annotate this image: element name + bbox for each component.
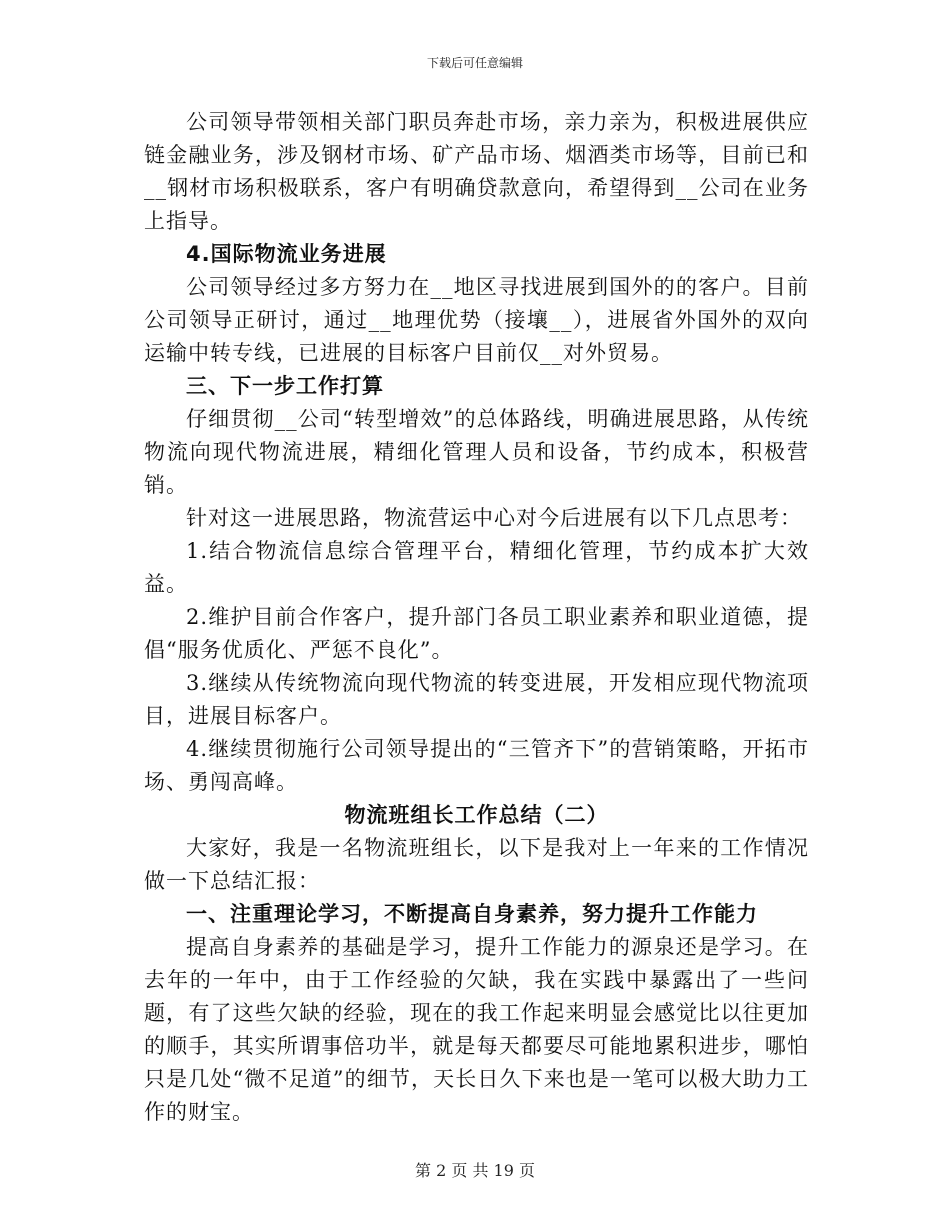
list-item-4: 4.继续贯彻施行公司领导提出的“三管齐下”的营销策略，开拓市场、勇闯高峰。 [144,737,809,794]
heading-international-logistics: 4.国际物流业务进展 [186,242,387,266]
heading-theory-study: 一、注重理论学习，不断提高自身素养，努力提升工作能力 [186,902,758,926]
paragraph-theory-study: 提高自身素养的基础是学习，提升工作能力的源泉还是学习。在去年的一年中，由于工作经验的欠缺，我在实践中暴露出了一些问题，有了这些欠缺的经验，现在的我工作起来明显会感觉比以往更加的顺手，其实所谓事倍功半，就是每天都要尽可能地累积进步，哪怕只是几处“微不足道”的细节，天长日久下来也是一笔可以极大助力工作的财宝。 [144,935,809,1124]
page-header: 下载后可任意编辑 [426,56,523,70]
paragraph-greeting: 大家好，我是一名物流班组长，以下是我对上一年来的工作情况做一下总结汇报： [144,836,809,893]
page-footer: 第 2 页 共 19 页 [415,1161,535,1180]
paragraph-international-logistics: 公司领导经过多方努力在__地区寻找进展到国外的的客户。目前公司领导正研讨，通过__地理优势（接壤__），进展省外国外的双向运输中转专线，已进展的目标客户目前仅__对外贸易。 [144,275,809,365]
paragraph-next-plan: 仔细贯彻__公司“转型增效”的总体路线，明确进展思路，从传统物流向现代物流进展，精细化管理人员和设备，节约成本，积极营销。 [144,407,809,497]
paragraph-thoughts-intro: 针对这一进展思路，物流营运中心对今后进展有以下几点思考： [186,506,802,530]
paragraph-supply-chain: 公司领导带领相关部门职员奔赴市场，亲力亲为，积极进展供应链金融业务，涉及钢材市场、矿产品市场、烟酒类市场等，目前已和__钢材市场积极联系，客户有明确贷款意向，希望得到__公司在业务上指导。 [144,110,809,233]
section-title: 物流班组长工作总结（二） [344,803,609,827]
heading-next-plan: 三、下一步工作打算 [186,374,384,398]
list-item-3: 3.继续从传统物流向现代物流的转变进展，开发相应现代物流项目，进展目标客户。 [144,671,809,728]
document-body [144,106,809,1129]
list-item-2: 2.维护目前合作客户，提升部门各员工职业素养和职业道德，提倡“服务优质化、严惩不良化”。 [144,605,809,662]
list-item-1: 1.结合物流信息综合管理平台，精细化管理，节约成本扩大效益。 [144,539,809,596]
